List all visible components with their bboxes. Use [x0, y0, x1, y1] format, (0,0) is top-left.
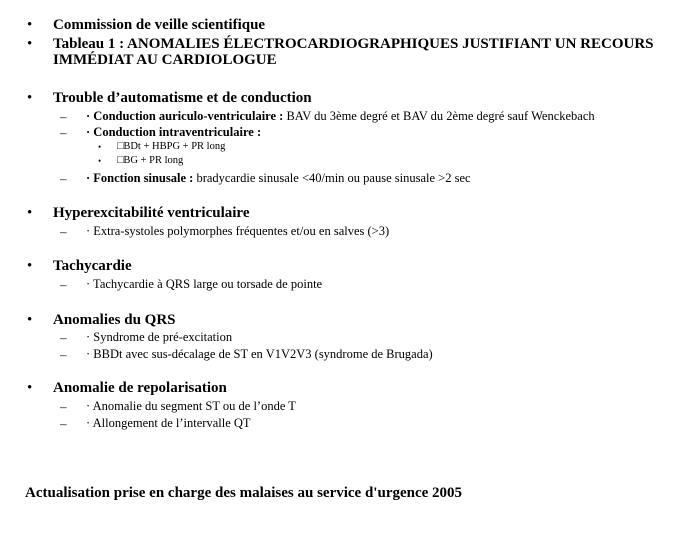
- subitem-iv-2: [117, 155, 183, 166]
- item-repol-1: · Anomalie du segment ST ou de l’onde T: [86, 399, 296, 413]
- item-dash: –: [60, 224, 67, 239]
- section-title-tachy: Tachycardie: [53, 258, 132, 274]
- subitem-iv-1: [117, 141, 225, 152]
- item-iv-label: · Conduction intraventriculaire :: [86, 125, 262, 139]
- item-sinus: [86, 171, 471, 186]
- section-bullet: •: [27, 90, 33, 106]
- item-dash: –: [60, 347, 67, 362]
- section-bullet: •: [27, 205, 33, 221]
- item-dash: –: [60, 109, 67, 124]
- header-bullet-2: •: [27, 36, 33, 52]
- item-tachy-1: · Tachycardie à QRS large ou torsade de pointe: [86, 277, 323, 291]
- item-qrs-1: · Syndrome de pré-excitation: [86, 330, 233, 344]
- item-dash: –: [60, 171, 67, 186]
- item-av-label: · Conduction auriculo-ventriculaire :: [86, 109, 284, 123]
- section-title-qrs: Anomalies du QRS: [53, 312, 176, 328]
- header-bullet-1: •: [27, 17, 33, 33]
- subitem-iv-2-text: BG + PR long: [123, 155, 184, 166]
- item-sinus-label: · Fonction sinusale :: [86, 171, 194, 185]
- box-glyph-icon: □: [117, 155, 124, 166]
- footer-note: Actualisation prise en charge des malaises au service d'urgence 2005: [25, 485, 463, 501]
- item-sinus-text: bradycardie sinusale <40/min ou pause sinusale >2 sec: [193, 171, 471, 185]
- item-dash: –: [60, 399, 67, 414]
- section-title-repol: Anomalie de repolarisation: [53, 380, 227, 396]
- item-hyper-1: · Extra-systoles polymorphes fréquentes et/ou en salves (>3): [86, 224, 390, 238]
- subitem-bullet: •: [98, 142, 102, 152]
- header-line-2: Tableau 1 : ANOMALIES ÉLECTROCARDIOGRAPHIQUES JUSTIFIANT UN RECOURS IMMÉDIAT AU CARDIOLOGUE: [53, 36, 654, 68]
- item-dash: –: [60, 416, 67, 431]
- item-dash: –: [60, 330, 67, 345]
- section-title-conduction: Trouble d’automatisme et de conduction: [53, 90, 312, 106]
- item-av-conduction: [86, 109, 595, 124]
- section-bullet: •: [27, 380, 33, 396]
- item-repol-2: · Allongement de l’intervalle QT: [86, 416, 251, 430]
- section-bullet: •: [27, 312, 33, 328]
- subitem-iv-1-text: BDt + HBPG + PR long: [123, 141, 226, 152]
- box-glyph-icon: □: [117, 141, 124, 152]
- section-bullet: •: [27, 258, 33, 274]
- subitem-bullet: •: [98, 156, 102, 166]
- section-title-hyper: Hyperexcitabilité ventriculaire: [53, 205, 250, 221]
- item-dash: –: [60, 277, 67, 292]
- item-av-text: BAV du 3ème degré et BAV du 2ème degré sauf Wenckebach: [283, 109, 595, 123]
- header-line-1: Commission de veille scientifique: [53, 17, 266, 33]
- item-qrs-2: · BBDt avec sus-décalage de ST en V1V2V3 (syndrome de Brugada): [86, 347, 433, 361]
- item-dash: –: [60, 125, 67, 140]
